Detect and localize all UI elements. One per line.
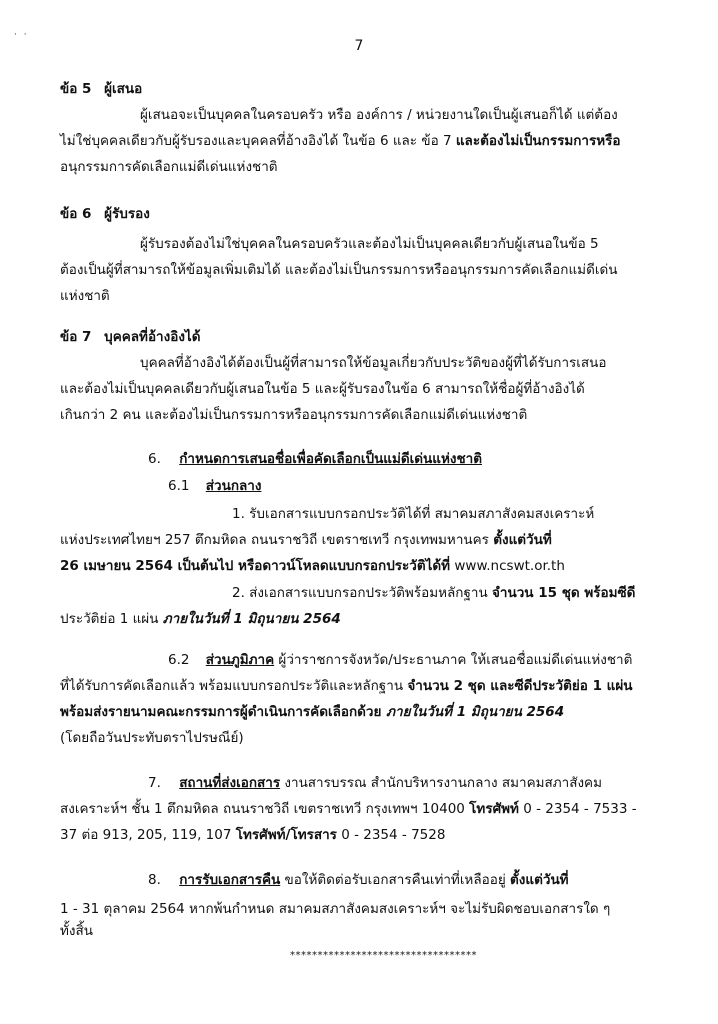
section-5-title: ผู้เสนอ [104,81,143,97]
part-6-1-item-2-line-2 [60,610,341,628]
part-7-line-1-text: งานสารบรรณ สำนักบริหารงานกลาง สมาคมสภาสังคม [280,775,602,791]
item-2-line-1-bold: จำนวน 15 ชุด พร้อมซีดี [492,585,636,601]
part-6-2-line-3 [60,703,564,721]
part-7-line-2 [60,800,637,818]
part-6-2-title: ส่วนภูมิภาค [205,652,275,668]
part-6-2-line-2 [60,677,633,695]
section-5-heading [60,80,142,98]
item-2-line-2-text: ประวัติย่อ 1 แผ่น [60,611,163,627]
part-7-line-3 [60,826,445,844]
part-8-line-3: ทั้งสิ้น [60,923,93,939]
part-8-line-2: 1 - 31 ตุลาคม 2564 หากพ้นกำหนด สมาคมสภาสังคมสงเคราะห์ฯ จะไม่รับผิดชอบเอกสารใด ๆ [60,901,611,917]
part-6-2-line-4: (โดยถือวันประทับตราไปรษณีย์) [60,730,244,746]
part-6-title: กำหนดการเสนอชื่อเพื่อคัดเลือกเป็นแม่ดีเด่นแห่งชาติ [179,451,482,467]
section-6-line-1: ผู้รับรองต้องไม่ใช่บุคคลในครอบครัวและต้องไม่เป็นบุคคลเดียวกับผู้เสนอในข้อ 5 [140,236,599,252]
part-6-1-title: ส่วนกลาง [205,478,262,494]
section-5-number: ข้อ 5 [60,81,92,97]
part-6-2-line-1 [168,651,632,669]
section-5-line-1: ผู้เสนอจะเป็นบุคคลในครอบครัว หรือ องค์การ / หน่วยงานใดเป็นผู้เสนอก็ได้ แต่ต้อง [140,107,618,123]
part-8-number: 8. [148,872,161,888]
part-6-1-item-1-line-2 [60,531,552,549]
item-1-line-2-text: แห่งประเทศไทยฯ 257 ตึกมหิดล ถนนราชวิถี เขตราชเทวี กรุงเทพมหานคร [60,532,494,548]
part-7-line-2-text: สงเคราะห์ฯ ชั้น 1 ตึกมหิดล ถนนราชวิถี เขตราชเทวี กรุงเทพฯ 10400 [60,801,470,817]
scan-mark: · · [14,30,29,40]
part-7-phone-label: โทรศัพท์ [469,801,519,817]
part-6-2-line-2-text: ที่ได้รับการคัดเลือกแล้ว พร้อมแบบกรอกประวัติและหลักฐาน [60,678,408,694]
section-6-line-2: ต้องเป็นผู้ที่สามารถให้ข้อมูลเพิ่มเติมได้ และต้องไม่เป็นกรรมการหรืออนุกรรมการคัดเลือกแม่ดีเด่น [60,262,618,278]
section-6-number: ข้อ 6 [60,206,92,222]
section-6-heading [60,205,150,223]
part-6-2-line-3-bold: พร้อมส่งรายนามคณะกรรมการผู้ดำเนินการคัดเลือกด้วย [60,704,387,720]
part-6-1-item-1-line-3 [60,557,565,575]
part-7-fax-number: 0 - 2354 - 7528 [336,827,446,843]
item-1-line-2-bold: ตั้งแต่วันที่ [493,532,552,548]
part-6-1-number: 6.1 [168,478,190,494]
part-7-fax-label: โทรศัพท์/โทรสาร [235,827,337,843]
section-6-title: ผู้รับรอง [104,206,150,222]
part-7-phone-number: 0 - 2354 - 7533 - [518,801,637,817]
part-7-number: 7. [148,775,161,791]
page-number: 7 [354,38,364,54]
part-8-line-1 [148,871,569,889]
section-7-heading [60,328,200,346]
part-7-line-1 [148,774,602,792]
part-8-line-1-text: ขอให้ติดต่อรับเอกสารคืนเท่าที่เหลืออยู่ [280,872,511,888]
section-5-line-3: อนุกรรมการคัดเลือกแม่ดีเด่นแห่งชาติ [60,159,278,175]
part-6-1-item-2-line-1 [232,584,635,602]
section-7-line-2: และต้องไม่เป็นบุคคลเดียวกับผู้เสนอในข้อ 5 และผู้รับรองในข้อ 6 สามารถให้ชื่อผู้ที่อ้างอิงได้ [60,381,585,397]
part-8-line-1-bold: ตั้งแต่วันที่ [510,872,569,888]
part-6-heading [148,450,482,468]
part-6-number: 6. [148,451,161,467]
item-1-line-3-bold: 26 เมษายน 2564 เป็นต้นไป หรือดาวน์โหลดแบบกรอกประวัติได้ที่ [60,558,451,574]
part-6-2-line-1-text: ผู้ว่าราชการจังหวัด/ประธานภาค ให้เสนอชื่อแม่ดีเด่นแห่งชาติ [274,652,633,668]
section-6-line-3: แห่งชาติ [60,288,110,304]
part-6-2-line-3-deadline: ภายในวันที่ 1 มิถุนายน 2564 [386,704,565,720]
part-6-1-heading [168,477,261,495]
section-5-line-2 [60,132,621,150]
part-7-title: สถานที่ส่งเอกสาร [179,775,281,791]
part-6-1-item-1-line-1: 1. รับเอกสารแบบกรอกประวัติได้ที่ สมาคมสภาสังคมสงเคราะห์ [232,506,595,522]
item-2-line-1-text: 2. ส่งเอกสารแบบกรอกประวัติพร้อมหลักฐาน [232,585,492,601]
item-1-line-3-url: www.ncswt.or.th [450,558,565,574]
part-6-2-line-2-bold: จำนวน 2 ชุด และซีดีประวัติย่อ 1 แผ่น [407,678,633,694]
section-7-line-1: บุคคลที่อ้างอิงได้ต้องเป็นผู้ที่สามารถให้ข้อมูลเกี่ยวกับประวัติของผู้ที่ได้รับการเสนอ [140,355,607,371]
section-7-number: ข้อ 7 [60,329,92,345]
section-7-line-3: เกินกว่า 2 คน และต้องไม่เป็นกรรมการหรืออนุกรรมการคัดเลือกแม่ดีเด่นแห่งชาติ [60,407,528,423]
section-5-line-2-text: ไม่ใช่บุคคลเดียวกับผู้รับรองและบุคคลที่อ้างอิงได้ ในข้อ 6 และ ข้อ 7 [60,133,456,149]
section-7-title: บุคคลที่อ้างอิงได้ [104,329,201,345]
part-8-title: การรับเอกสารคืน [179,872,281,888]
end-of-section-divider: ********************************** [290,950,477,961]
part-7-extensions: 37 ต่อ 913, 205, 119, 107 [60,827,236,843]
part-6-2-number: 6.2 [168,652,190,668]
section-5-line-2-bold: และต้องไม่เป็นกรรมการหรือ [455,133,621,149]
item-2-line-2-bold: ภายในวันที่ 1 มิถุนายน 2564 [162,611,341,627]
